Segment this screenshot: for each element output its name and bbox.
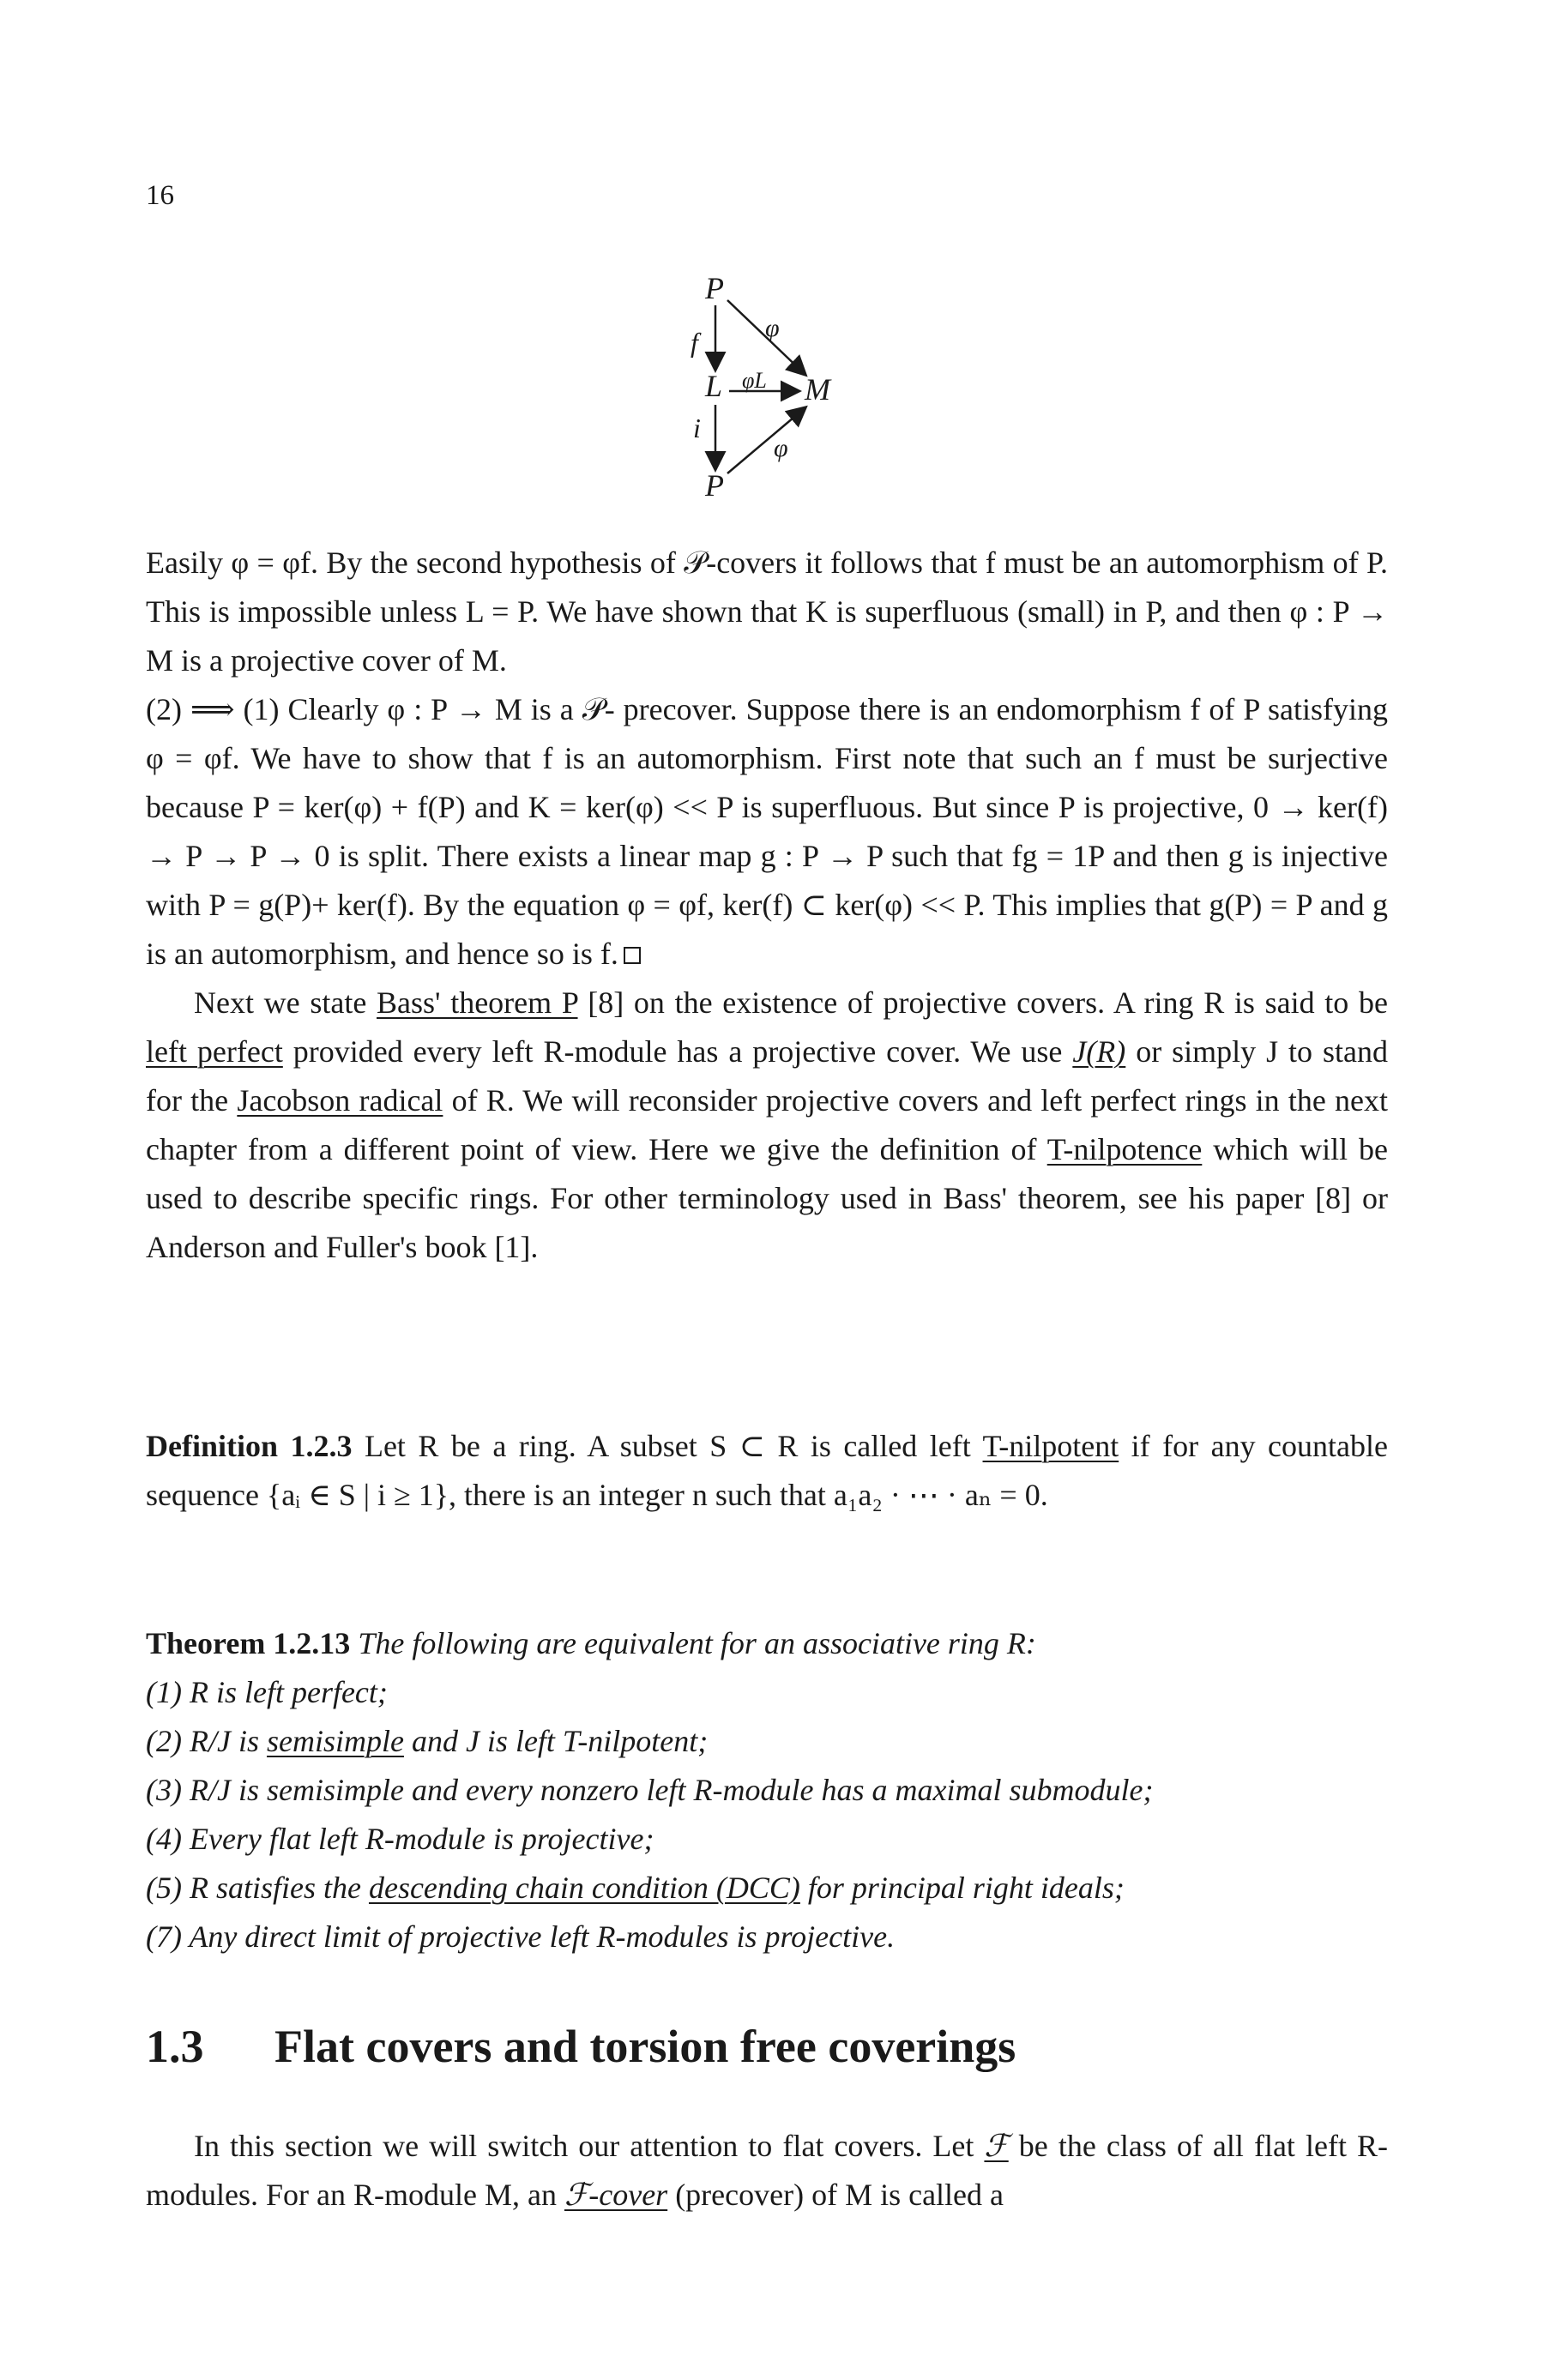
section-block <box>146 2122 1388 2220</box>
diagram-node-l: L <box>705 369 723 403</box>
qed-icon <box>624 947 641 964</box>
definition-paragraph: Definition 1.2.3 Let R be a ring. A subset S ⊂ R is called left T-nilpotent if for any countable sequence {aᵢ ∈ S | i ≥ 1}, there is an integer n such that a₁a₂ · ⋯ · aₙ = 0. <box>146 1429 1388 1512</box>
diagram-arrow-phi-bottom <box>727 408 805 473</box>
diagram-label-i: i <box>693 413 701 443</box>
section-paragraph: In this section we will switch our attention to flat covers. Let ℱ be the class of all flat left R-modules. For an R-module M, an ℱ-cover (precover) of M is called a <box>146 2129 1388 2212</box>
link-dcc[interactable]: descending chain condition (DCC) <box>368 1871 800 1905</box>
theorem-item: (4) Every flat left R-module is projective; <box>146 1822 654 1856</box>
link-jacobson-jr[interactable]: J(R) <box>1072 1034 1126 1069</box>
link-flat-class[interactable]: ℱ <box>984 2129 1009 2163</box>
definition-label: Definition 1.2.3 <box>146 1429 353 1463</box>
link-bass-theorem[interactable]: Bass' theorem P <box>377 985 578 1020</box>
proof-paragraph: Easily φ = φf. By the second hypothesis of 𝒫-covers it follows that f must be an automorphism of P. This is impossible unless L = P. We have shown that K is superfluous (small) in P, and then φ : P → M is a projective cover of M. <box>146 545 1388 678</box>
link-t-nilpotent[interactable]: T-nilpotent <box>982 1429 1119 1463</box>
diagram-node-m: M <box>805 372 830 407</box>
proof-block <box>146 539 1388 1272</box>
theorem-item: (7) Any direct limit of projective left R-modules is projective. <box>146 1919 896 1954</box>
theorem-item: (1) R is left perfect; <box>146 1675 388 1709</box>
bass-paragraph: Next we state Bass' theorem P [8] on the existence of projective covers. A ring R is said to be left perfect provided every left R-module has a projective cover. We use J(R) or simply J to stand for the Jacobson radical of R. We will reconsider projective covers and left perfect rings in the next chapter from a different point of view. Here we give the definition of T-nilpotence which will be used to describe specific rings. For other terminology used in Bass' theorem, see his paper [8] or Anderson and Fuller's book [1]. <box>146 985 1389 1264</box>
diagram-label-f: f <box>691 327 698 358</box>
theorem-block <box>146 1619 1388 1961</box>
diagram-label-phi-bottom: φ <box>774 434 788 462</box>
theorem-item: (5) R satisfies the descending chain condition (DCC) for principal right ideals; <box>146 1871 1125 1905</box>
diagram-node-top-p: P <box>705 271 724 305</box>
diagram-arrow-phi-top <box>727 300 805 374</box>
page-number: 16 <box>146 180 174 211</box>
diagram-label-phi-l: φL <box>742 368 767 393</box>
diagram-label-phi-top: φ <box>765 314 780 342</box>
section-title: Flat covers and torsion free coverings <box>274 2021 1016 2072</box>
section-number: 1.3 <box>146 2021 204 2072</box>
link-f-cover[interactable]: ℱ-cover <box>564 2178 668 2212</box>
link-semisimple[interactable]: semisimple <box>266 1724 404 1758</box>
theorem-label: Theorem 1.2.13 <box>146 1626 351 1660</box>
theorem-statement: Theorem 1.2.13 The following are equivalent for an associative ring R: <box>146 1626 1036 1660</box>
definition-block <box>146 1422 1388 1520</box>
theorem-item: (2) R/J is semisimple and J is left T-nilpotent; <box>146 1724 709 1758</box>
theorem-item: (3) R/J is semisimple and every nonzero left R-module has a maximal submodule; <box>146 1773 1154 1807</box>
link-jacobson-radical[interactable]: Jacobson radical <box>237 1083 443 1118</box>
link-left-perfect[interactable]: left perfect <box>146 1034 283 1069</box>
section-heading <box>146 2020 1016 2073</box>
diagram-node-bottom-p: P <box>705 468 724 503</box>
proof-paragraph-2: (2) ⟹ (1) Clearly φ : P → M is a 𝒫- precover. Suppose there is an endomorphism f of P satisfying φ = φf. We have to show that f is an automorphism. First note that such an f must be surjective because P = ker(φ) + f(P) and K = ker(φ) << P is superfluous. But since P is projective, 0 → ker(f) → P → P → 0 is split. There exists a linear map g : P → P such that fg = 1P and then g is injective with P = g(P)+ ker(f). By the equation φ = φf, ker(f) ⊂ ker(φ) << P. This implies that g(P) = P and g is an automorphism, and hence so is f. <box>146 692 1388 971</box>
link-t-nilpotence[interactable]: T-nilpotence <box>1046 1132 1203 1166</box>
